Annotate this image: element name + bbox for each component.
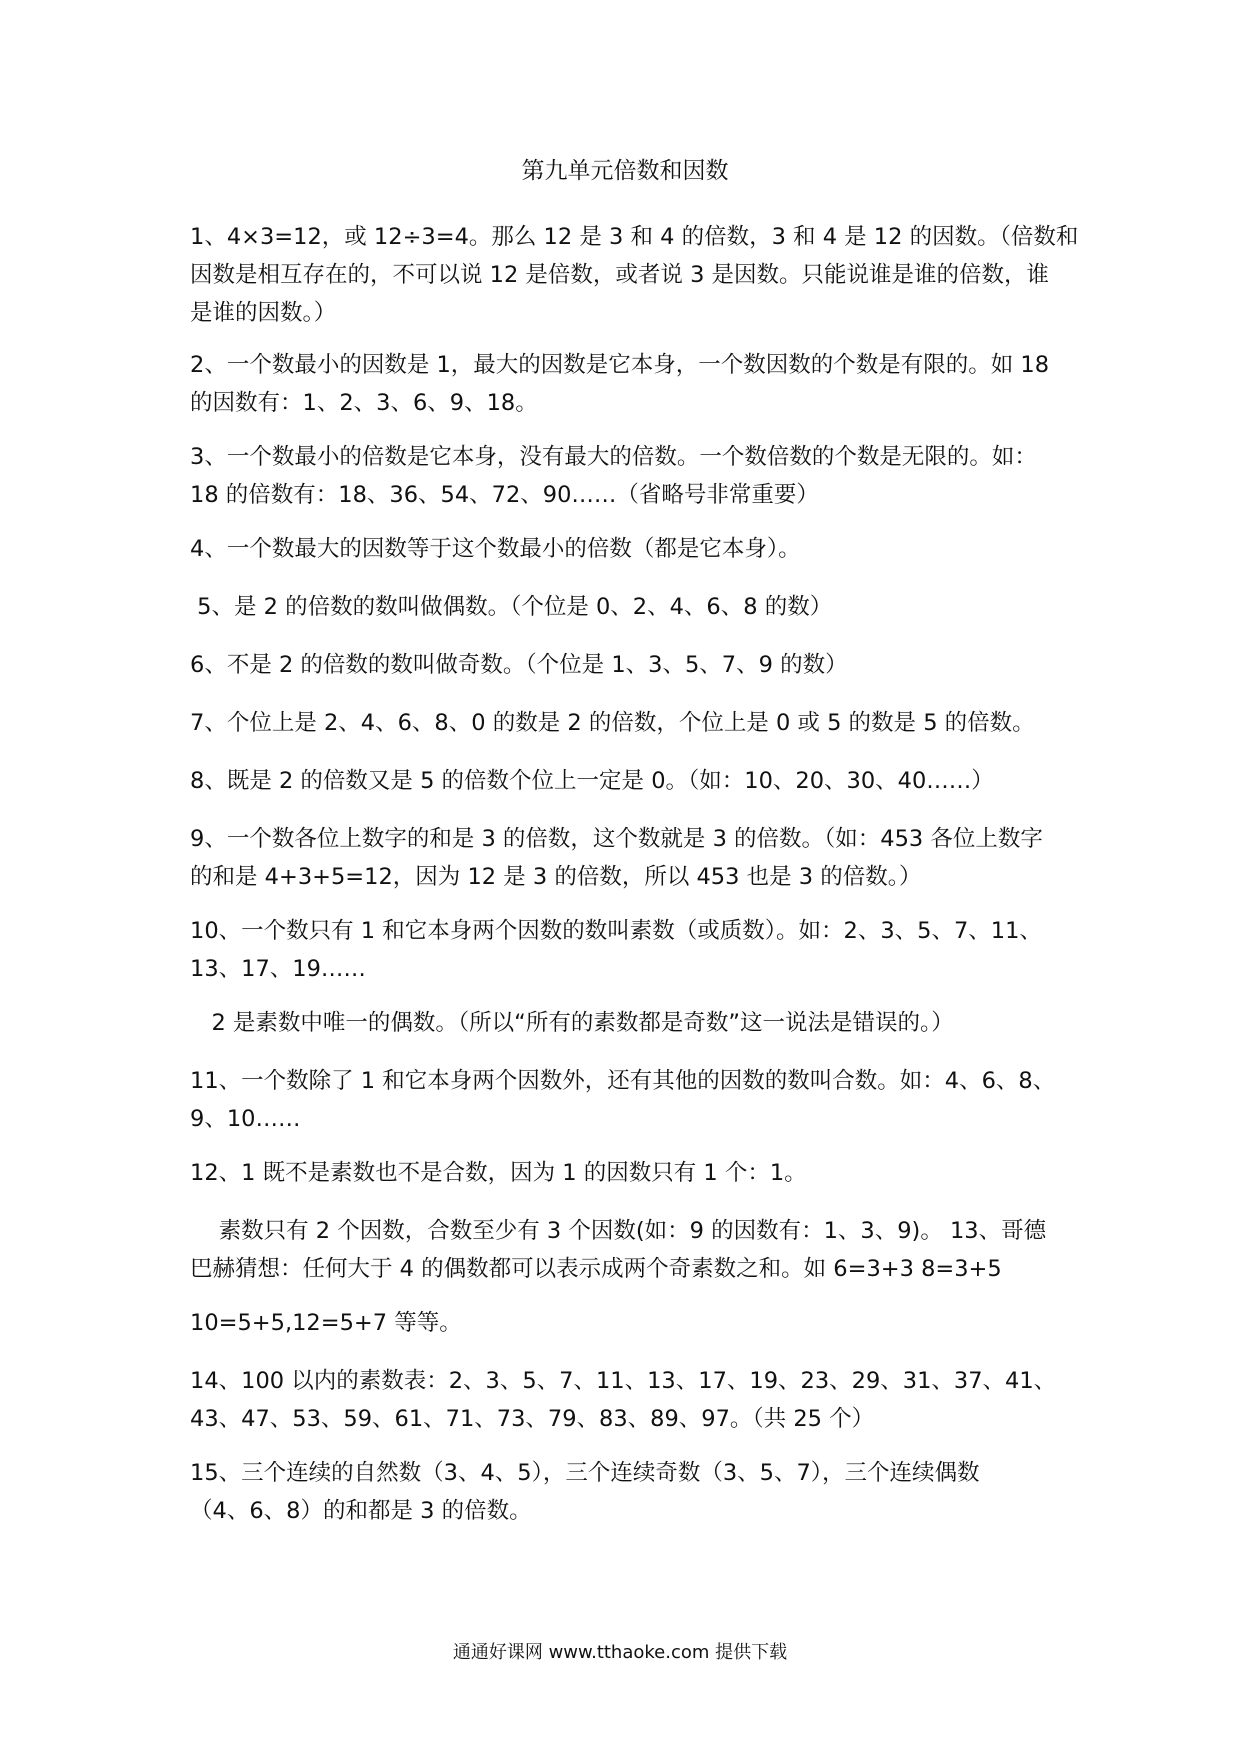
paragraph-line: 13、17、19…… xyxy=(190,956,366,982)
paragraph-1 xyxy=(190,218,1079,332)
paragraph-line: （4、6、8）的和都是 3 的倍数。 xyxy=(190,1498,532,1524)
paragraph-line: 2、一个数最小的因数是 1，最大的因数是它本身，一个数因数的个数是有限的。如 18 xyxy=(190,352,1050,378)
paragraph-3 xyxy=(190,438,1060,514)
paragraph-line: 3、一个数最小的倍数是它本身，没有最大的倍数。一个数倍数的个数是无限的。如： xyxy=(190,444,1037,470)
paragraph-12 xyxy=(190,1154,1060,1192)
paragraph-line: 8、既是 2 的倍数又是 5 的倍数个位上一定是 0。（如：10、20、30、40……） xyxy=(190,768,994,794)
paragraph-10 xyxy=(190,912,1060,988)
paragraph-7 xyxy=(190,704,1060,742)
paragraph-line: 15、三个连续的自然数（3、4、5），三个连续奇数（3、5、7），三个连续偶数 xyxy=(190,1460,980,1486)
paragraph-15 xyxy=(190,1454,1060,1530)
paragraph-10-note xyxy=(190,1004,1060,1042)
paragraph-14 xyxy=(190,1362,1060,1438)
paragraph-line: 的和是 4+3+5=12，因为 12 是 3 的倍数，所以 453 也是 3 的倍数。） xyxy=(190,864,922,890)
paragraph-line: 10、一个数只有 1 和它本身两个因数的数叫素数（或质数）。如：2、3、5、7、11、 xyxy=(190,918,1042,944)
paragraph-line: 11、一个数除了 1 和它本身两个因数外，还有其他的因数的数叫合数。如：4、6、8、 xyxy=(190,1068,1056,1094)
page-title: 第九单元倍数和因数 xyxy=(521,158,729,184)
paragraph-line: 9、10…… xyxy=(190,1106,301,1132)
paragraph-line: 4、一个数最大的因数等于这个数最小的倍数（都是它本身）。 xyxy=(190,536,801,562)
paragraph-9 xyxy=(190,820,1060,896)
paragraph-13-continued xyxy=(190,1304,1060,1342)
paragraph-line: 5、是 2 的倍数的数叫做偶数。（个位是 0、2、4、6、8 的数） xyxy=(190,594,833,620)
paragraph-line: 43、47、53、59、61、71、73、79、83、89、97。（共 25 个） xyxy=(190,1406,875,1432)
paragraph-line: 18 的倍数有：18、36、54、72、90……（省略号非常重要） xyxy=(190,482,819,508)
paragraph-6 xyxy=(190,646,1060,684)
paragraph-line: 巴赫猜想：任何大于 4 的偶数都可以表示成两个奇素数之和。如 6=3+3 8=3+5 xyxy=(190,1256,1002,1282)
paragraph-line: 7、个位上是 2、4、6、8、0 的数是 2 的倍数，个位上是 0 或 5 的数是 5 的倍数。 xyxy=(190,710,1035,736)
paragraph-8 xyxy=(190,762,1060,800)
paragraph-5 xyxy=(190,588,1060,626)
paragraph-13 xyxy=(190,1212,1060,1288)
paragraph-line: 素数只有 2 个因数，合数至少有 3 个因数(如：9 的因数有：1、3、9)。 13、哥德 xyxy=(190,1218,1047,1244)
paragraph-line: 1、4×3=12，或 12÷3=4。那么 12 是 3 和 4 的倍数，3 和 4 是 12 的因数。（倍数和 xyxy=(190,224,1079,250)
paragraph-line: 14、100 以内的素数表：2、3、5、7、11、13、17、19、23、29、31、37、41、 xyxy=(190,1368,1057,1394)
page-footer: 通通好课网 www.tthaoke.com 提供下载 xyxy=(452,1642,788,1663)
paragraph-line: 10=5+5,12=5+7 等等。 xyxy=(190,1310,462,1336)
paragraph-2 xyxy=(190,346,1060,422)
paragraph-4 xyxy=(190,530,1060,568)
paragraph-line: 因数是相互存在的，不可以说 12 是倍数，或者说 3 是因数。只能说谁是谁的倍数，谁 xyxy=(190,262,1050,288)
paragraph-line: 9、一个数各位上数字的和是 3 的倍数，这个数就是 3 的倍数。（如：453 各位上数字 xyxy=(190,826,1043,852)
paragraph-line: 12、1 既不是素数也不是合数，因为 1 的因数只有 1 个：1。 xyxy=(190,1160,807,1186)
paragraph-11 xyxy=(190,1062,1060,1138)
paragraph-line: 的因数有：1、2、3、6、9、18。 xyxy=(190,390,538,416)
paragraph-line: 6、不是 2 的倍数的数叫做奇数。（个位是 1、3、5、7、9 的数） xyxy=(190,652,848,678)
paragraph-line: 是谁的因数。） xyxy=(190,300,337,326)
paragraph-line: 2 是素数中唯一的偶数。（所以“所有的素数都是奇数”这一说法是错误的。） xyxy=(190,1010,954,1036)
